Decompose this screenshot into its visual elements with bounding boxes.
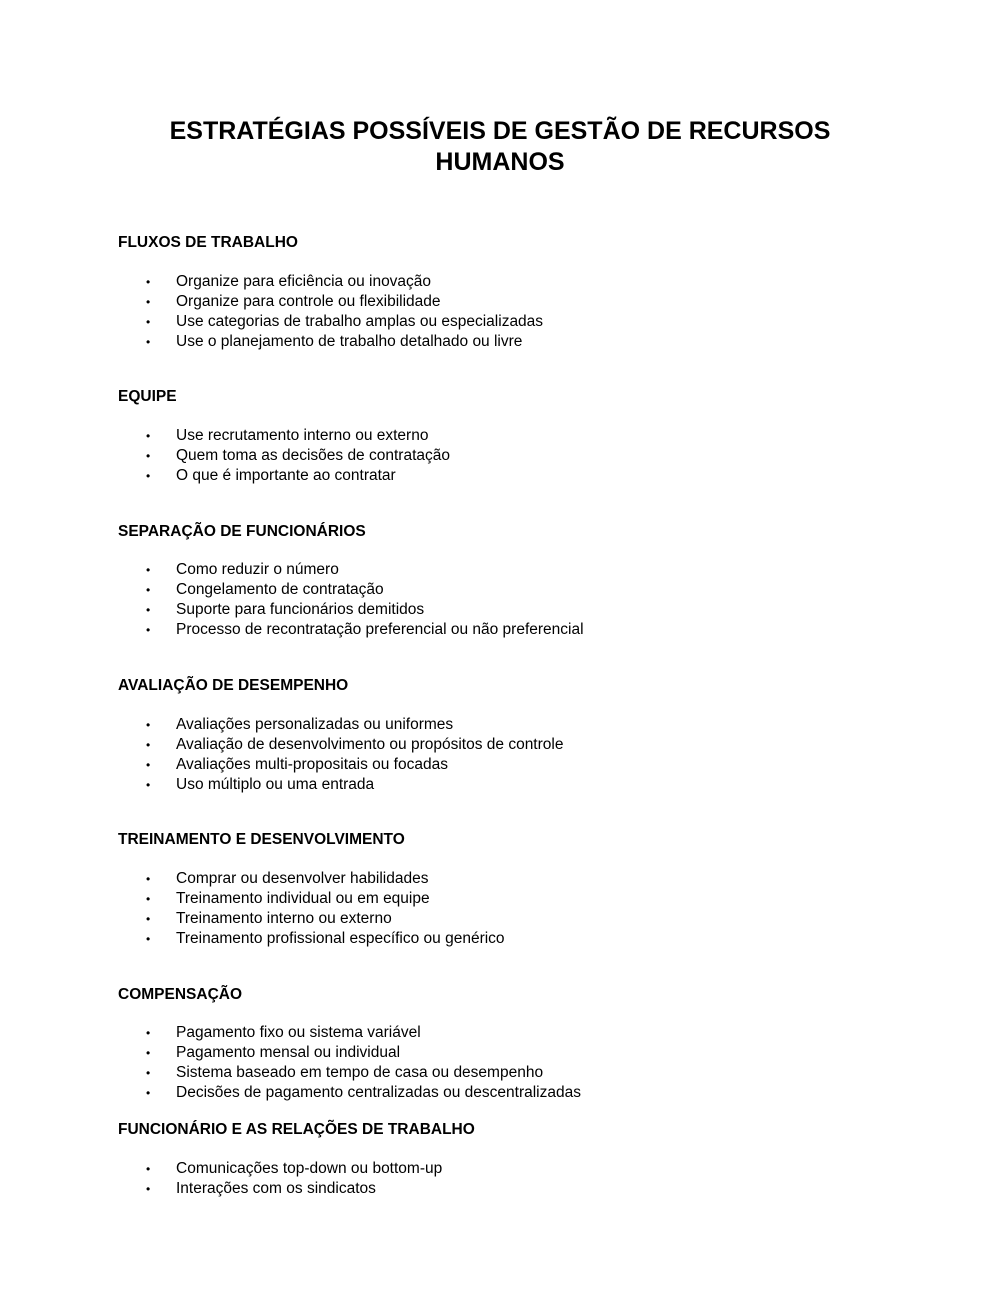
list-item-text: Use recrutamento interno ou externo bbox=[176, 427, 429, 444]
list-item-text: Suporte para funcionários demitidos bbox=[176, 601, 425, 618]
bullet-icon: • bbox=[146, 778, 151, 792]
section-heading-compensacao: COMPENSAÇÃO bbox=[118, 986, 243, 1003]
page-title-line-2: HUMANOS bbox=[435, 148, 565, 176]
list-item bbox=[0, 466, 1000, 486]
list-item bbox=[0, 426, 1000, 446]
list-item bbox=[0, 715, 1000, 735]
bullet-icon: • bbox=[146, 758, 151, 772]
bullet-list-compensacao bbox=[0, 1023, 1000, 1103]
list-item-text: Comprar ou desenvolver habilidades bbox=[176, 870, 429, 887]
bullet-icon: • bbox=[146, 315, 151, 329]
bullet-list-treinamento-e-desenvolvimento bbox=[0, 869, 1000, 949]
list-item-text: Pagamento fixo ou sistema variável bbox=[176, 1024, 421, 1041]
list-item bbox=[0, 446, 1000, 466]
list-item bbox=[0, 1179, 1000, 1199]
list-item-text: Pagamento mensal ou individual bbox=[176, 1044, 401, 1061]
list-item bbox=[0, 560, 1000, 580]
list-item-text: Decisões de pagamento centralizadas ou descentralizadas bbox=[176, 1084, 581, 1101]
list-item bbox=[0, 620, 1000, 640]
list-item-text: Processo de recontratação preferencial ou não preferencial bbox=[176, 621, 584, 638]
section-heading-funcionario-e-relacoes-de-trabalho: FUNCIONÁRIO E AS RELAÇÕES DE TRABALHO bbox=[118, 1121, 475, 1138]
bullet-list-funcionario-e-relacoes-de-trabalho bbox=[0, 1159, 1000, 1199]
list-item bbox=[0, 292, 1000, 312]
bullet-icon: • bbox=[146, 295, 151, 309]
bullet-icon: • bbox=[146, 1182, 151, 1196]
list-item-text: Quem toma as decisões de contratação bbox=[176, 447, 450, 464]
list-item bbox=[0, 600, 1000, 620]
list-item bbox=[0, 1083, 1000, 1103]
section-heading-separacao-de-funcionarios: SEPARAÇÃO DE FUNCIONÁRIOS bbox=[118, 523, 366, 540]
bullet-icon: • bbox=[146, 335, 151, 349]
bullet-icon: • bbox=[146, 912, 151, 926]
list-item bbox=[0, 1023, 1000, 1043]
list-item-text: Avaliação de desenvolvimento ou propósitos de controle bbox=[176, 736, 564, 753]
bullet-icon: • bbox=[146, 449, 151, 463]
list-item-text: Organize para eficiência ou inovação bbox=[176, 273, 432, 290]
list-item bbox=[0, 929, 1000, 949]
list-item bbox=[0, 272, 1000, 292]
bullet-icon: • bbox=[146, 1162, 151, 1176]
list-item-text: Comunicações top-down ou bottom-up bbox=[176, 1160, 443, 1177]
list-item-text: Treinamento profissional específico ou genérico bbox=[176, 930, 505, 947]
bullet-icon: • bbox=[146, 429, 151, 443]
list-item-text: Congelamento de contratação bbox=[176, 581, 384, 598]
list-item-text: Use categorias de trabalho amplas ou especializadas bbox=[176, 313, 544, 330]
bullet-icon: • bbox=[146, 469, 151, 483]
bullet-icon: • bbox=[146, 718, 151, 732]
list-item bbox=[0, 1159, 1000, 1179]
bullet-icon: • bbox=[146, 623, 151, 637]
section-heading-treinamento-e-desenvolvimento: TREINAMENTO E DESENVOLVIMENTO bbox=[118, 831, 405, 848]
list-item-text: Treinamento individual ou em equipe bbox=[176, 890, 430, 907]
bullet-list-avaliacao-de-desempenho bbox=[0, 715, 1000, 795]
bullet-icon: • bbox=[146, 932, 151, 946]
page-title-line-1: ESTRATÉGIAS POSSÍVEIS DE GESTÃO DE RECURSOS bbox=[169, 117, 831, 145]
bullet-icon: • bbox=[146, 275, 151, 289]
list-item bbox=[0, 775, 1000, 795]
list-item-text: Sistema baseado em tempo de casa ou desempenho bbox=[176, 1064, 544, 1081]
list-item-text: Avaliações multi-propositais ou focadas bbox=[176, 756, 448, 773]
list-item-text: Organize para controle ou flexibilidade bbox=[176, 293, 441, 310]
list-item bbox=[0, 312, 1000, 332]
bullet-icon: • bbox=[146, 1086, 151, 1100]
list-item bbox=[0, 889, 1000, 909]
list-item-text: O que é importante ao contratar bbox=[176, 467, 396, 484]
section-heading-equipe: EQUIPE bbox=[118, 388, 177, 405]
list-item bbox=[0, 755, 1000, 775]
bullet-list-fluxos-de-trabalho bbox=[0, 272, 1000, 352]
bullet-list-separacao-de-funcionarios bbox=[0, 560, 1000, 640]
bullet-icon: • bbox=[146, 1026, 151, 1040]
list-item-text: Use o planejamento de trabalho detalhado ou livre bbox=[176, 333, 523, 350]
list-item bbox=[0, 909, 1000, 929]
bullet-icon: • bbox=[146, 872, 151, 886]
list-item bbox=[0, 1043, 1000, 1063]
page-title bbox=[100, 116, 900, 178]
list-item bbox=[0, 869, 1000, 889]
bullet-icon: • bbox=[146, 892, 151, 906]
list-item-text: Avaliações personalizadas ou uniformes bbox=[176, 716, 454, 733]
list-item-text: Uso múltiplo ou uma entrada bbox=[176, 776, 375, 793]
list-item bbox=[0, 332, 1000, 352]
bullet-icon: • bbox=[146, 1066, 151, 1080]
list-item bbox=[0, 580, 1000, 600]
bullet-icon: • bbox=[146, 738, 151, 752]
bullet-icon: • bbox=[146, 563, 151, 577]
section-heading-avaliacao-de-desempenho: AVALIAÇÃO DE DESEMPENHO bbox=[118, 677, 349, 694]
list-item-text: Como reduzir o número bbox=[176, 561, 339, 578]
bullet-icon: • bbox=[146, 603, 151, 617]
list-item-text: Interações com os sindicatos bbox=[176, 1180, 376, 1197]
bullet-icon: • bbox=[146, 583, 151, 597]
bullet-icon: • bbox=[146, 1046, 151, 1060]
list-item bbox=[0, 1063, 1000, 1083]
list-item-text: Treinamento interno ou externo bbox=[176, 910, 392, 927]
section-heading-fluxos-de-trabalho: FLUXOS DE TRABALHO bbox=[118, 234, 298, 251]
bullet-list-equipe bbox=[0, 426, 1000, 486]
list-item bbox=[0, 735, 1000, 755]
